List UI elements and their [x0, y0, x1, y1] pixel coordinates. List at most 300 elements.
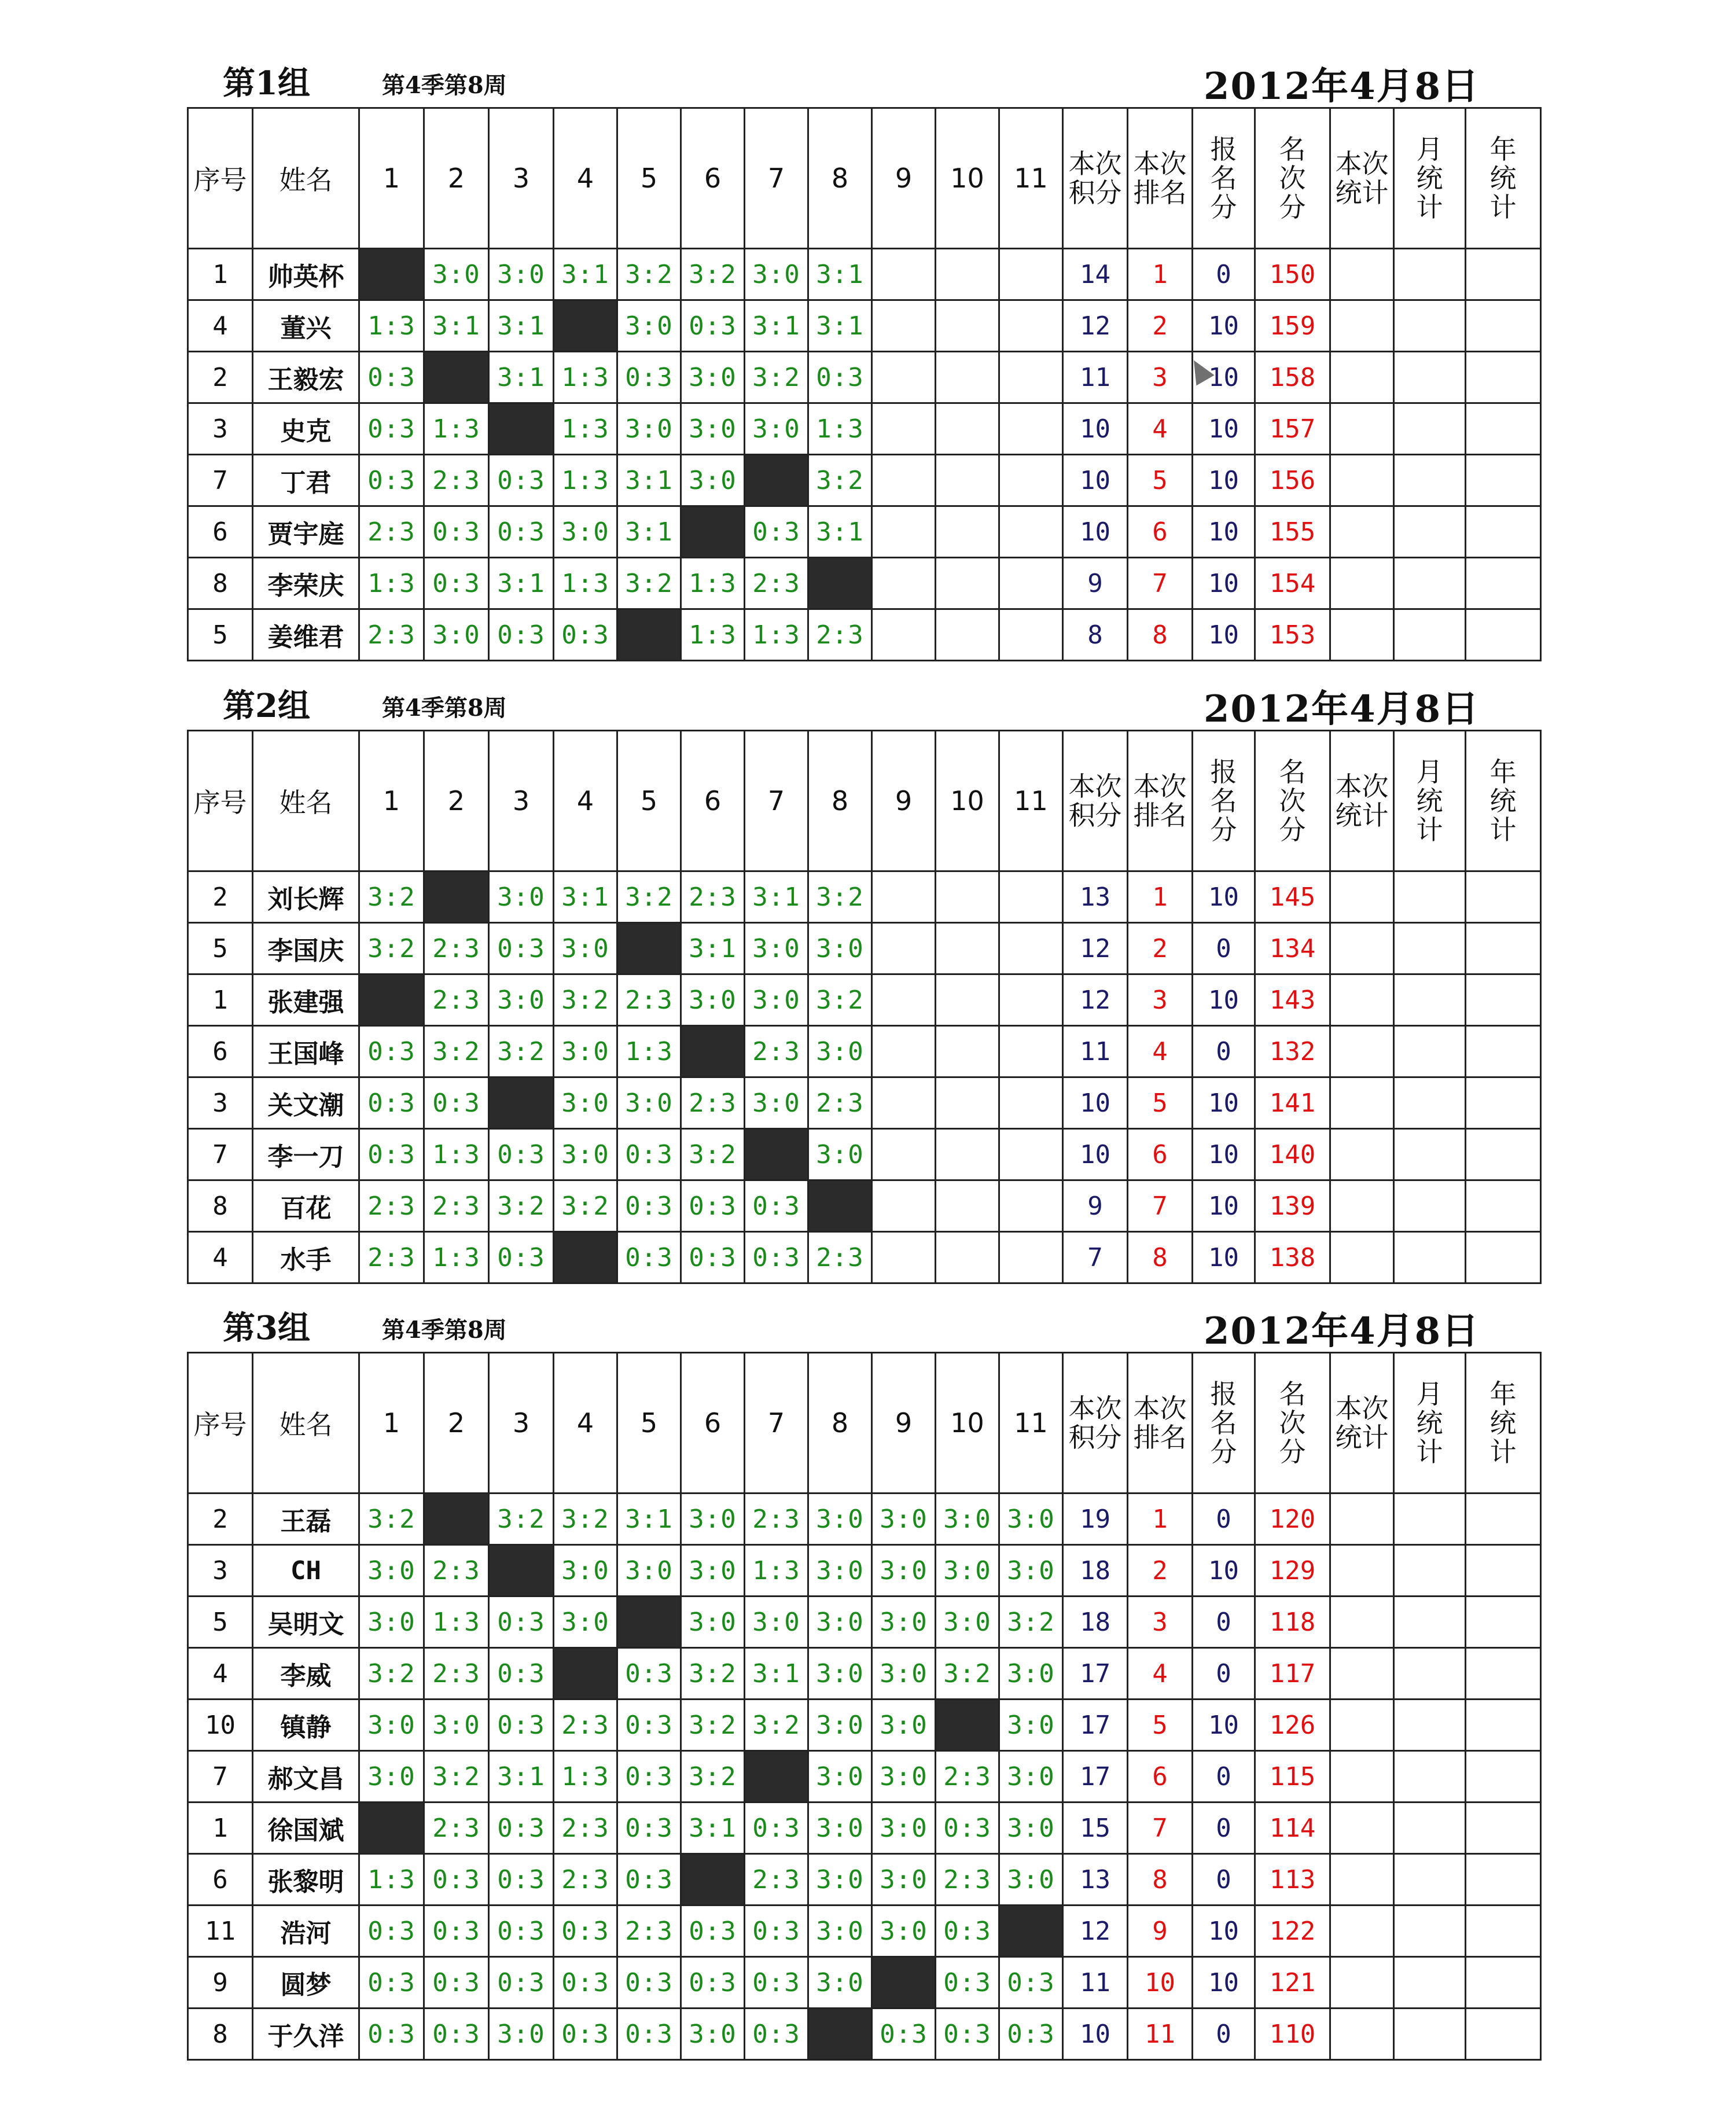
self-match-cell [808, 558, 872, 609]
this-stat-header-line: 统计 [1335, 800, 1389, 831]
rank-cell: 1 [1128, 1494, 1193, 1545]
reg-score-cell: 10 [1193, 1077, 1255, 1129]
result-cell: 3:0 [808, 1648, 872, 1700]
self-match-cell [554, 1232, 617, 1283]
year-stat-cell [1466, 1906, 1541, 1957]
self-match-cell [808, 1180, 872, 1232]
month-stat-cell [1394, 1129, 1466, 1180]
result-cell: 0:3 [359, 403, 424, 455]
this-stat-cell [1330, 1648, 1394, 1700]
name-header: 姓名 [253, 1353, 359, 1494]
table-row [188, 1180, 1541, 1232]
reg-score-cell: 10 [1193, 609, 1255, 661]
result-cell: 0:3 [617, 1129, 681, 1180]
group-title: 第3组 [223, 1309, 310, 1347]
place-score-cell: 110 [1255, 2009, 1330, 2060]
year-stat-cell [1466, 1854, 1541, 1906]
player-name: 王磊 [253, 1494, 359, 1545]
result-cell: 3:0 [489, 871, 554, 923]
month-stat-header [1394, 731, 1466, 871]
result-cell [999, 1026, 1063, 1077]
self-match-cell [489, 1545, 554, 1597]
seq-cell: 5 [188, 1597, 253, 1648]
result-cell: 3:0 [936, 1494, 999, 1545]
result-cell: 3:2 [999, 1597, 1063, 1648]
rank-header [1128, 731, 1193, 871]
table-row [188, 1648, 1541, 1700]
result-cell [999, 871, 1063, 923]
opponent-header: 3 [489, 731, 554, 871]
result-cell: 2:3 [936, 1854, 999, 1906]
year-stat-header-line: 计 [1489, 814, 1517, 845]
this-stat-header-line: 统计 [1335, 177, 1389, 208]
points-cell: 17 [1063, 1751, 1128, 1803]
result-cell: 3:0 [617, 403, 681, 455]
result-cell: 3:2 [745, 352, 808, 403]
result-cell: 2:3 [617, 1906, 681, 1957]
this-stat-header [1330, 108, 1394, 249]
month-stat-cell [1394, 1700, 1466, 1751]
reg-score-cell: 10 [1193, 1232, 1255, 1283]
reg-score-cell: 0 [1193, 249, 1255, 300]
result-cell [999, 249, 1063, 300]
opponent-header: 1 [359, 1353, 424, 1494]
opponent-header: 5 [617, 1353, 681, 1494]
result-cell: 0:3 [489, 923, 554, 974]
result-cell [999, 300, 1063, 352]
table-row [188, 1545, 1541, 1597]
reg-score-cell: 10 [1193, 506, 1255, 558]
this-stat-cell [1330, 2009, 1394, 2060]
result-cell: 3:0 [489, 249, 554, 300]
place-header-line: 分 [1279, 192, 1306, 223]
self-match-cell [424, 352, 489, 403]
result-cell: 3:0 [745, 1077, 808, 1129]
result-cell [936, 249, 999, 300]
result-cell: 3:1 [489, 352, 554, 403]
self-match-cell [489, 403, 554, 455]
table-row [188, 1700, 1541, 1751]
result-cell: 0:3 [808, 352, 872, 403]
result-cell: 3:0 [936, 1597, 999, 1648]
month-stat-cell [1394, 1648, 1466, 1700]
reg-header-line: 分 [1210, 1436, 1237, 1467]
table-row [188, 558, 1541, 609]
place-header-line: 分 [1279, 1436, 1306, 1467]
rank-cell: 8 [1128, 1232, 1193, 1283]
rank-cell: 2 [1128, 923, 1193, 974]
result-cell: 2:3 [424, 1648, 489, 1700]
points-cell: 15 [1063, 1803, 1128, 1854]
name-header: 姓名 [253, 108, 359, 249]
rank-cell: 3 [1128, 1597, 1193, 1648]
table-row [188, 352, 1541, 403]
result-cell: 3:2 [489, 1494, 554, 1545]
reg-score-cell: 0 [1193, 2009, 1255, 2060]
month-stat-cell [1394, 1751, 1466, 1803]
this-stat-cell [1330, 455, 1394, 506]
seq-cell: 3 [188, 1077, 253, 1129]
points-cell: 10 [1063, 1129, 1128, 1180]
self-match-cell [554, 300, 617, 352]
result-cell: 0:3 [489, 1957, 554, 2009]
player-name: 董兴 [253, 300, 359, 352]
points-cell: 17 [1063, 1700, 1128, 1751]
result-cell: 3:0 [681, 352, 745, 403]
reg-score-cell: 10 [1193, 558, 1255, 609]
result-cell: 0:3 [617, 352, 681, 403]
result-cell: 3:0 [872, 1803, 936, 1854]
reg-score-cell: 10 [1193, 1700, 1255, 1751]
seq-cell: 2 [188, 871, 253, 923]
place-score-cell: 132 [1255, 1026, 1330, 1077]
rank-cell: 7 [1128, 1180, 1193, 1232]
opponent-header: 6 [681, 108, 745, 249]
points-cell: 9 [1063, 558, 1128, 609]
opponent-header: 9 [872, 1353, 936, 1494]
player-name: 李荣庆 [253, 558, 359, 609]
result-cell: 0:3 [489, 1854, 554, 1906]
reg-header-line: 报 [1210, 756, 1237, 788]
rank-cell: 5 [1128, 1077, 1193, 1129]
points-header [1063, 108, 1128, 249]
result-cell: 3:2 [359, 1648, 424, 1700]
result-cell: 1:3 [424, 403, 489, 455]
result-cell: 0:3 [617, 1180, 681, 1232]
self-match-cell [745, 1129, 808, 1180]
result-cell [936, 923, 999, 974]
year-stat-header-line: 计 [1489, 1436, 1517, 1467]
result-cell: 2:3 [359, 609, 424, 661]
year-stat-cell [1466, 1180, 1541, 1232]
result-cell: 1:3 [745, 1545, 808, 1597]
month-stat-header [1394, 1353, 1466, 1494]
result-cell: 0:3 [617, 1232, 681, 1283]
result-cell: 1:3 [359, 558, 424, 609]
month-stat-cell [1394, 2009, 1466, 2060]
place-score-cell: 156 [1255, 455, 1330, 506]
month-stat-header-line: 计 [1416, 192, 1443, 223]
player-name: 李国庆 [253, 923, 359, 974]
table-row [188, 1494, 1541, 1545]
points-cell: 19 [1063, 1494, 1128, 1545]
result-cell: 1:3 [554, 1751, 617, 1803]
year-stat-cell [1466, 923, 1541, 974]
result-cell: 3:2 [808, 974, 872, 1026]
seq-header: 序号 [188, 1353, 253, 1494]
self-match-cell [808, 2009, 872, 2060]
opponent-header: 11 [999, 1353, 1063, 1494]
rank-cell: 1 [1128, 871, 1193, 923]
opponent-header: 8 [808, 731, 872, 871]
month-stat-cell [1394, 923, 1466, 974]
rank-header-line: 排名 [1133, 800, 1187, 831]
result-cell: 0:3 [617, 1803, 681, 1854]
year-stat-header-line: 年 [1489, 756, 1517, 788]
self-match-cell [617, 923, 681, 974]
year-stat-cell [1466, 609, 1541, 661]
opponent-header: 2 [424, 731, 489, 871]
result-cell [999, 403, 1063, 455]
self-match-cell [745, 1751, 808, 1803]
month-stat-cell [1394, 1180, 1466, 1232]
result-cell [872, 1077, 936, 1129]
this-stat-cell [1330, 974, 1394, 1026]
reg-header-line: 分 [1210, 192, 1237, 223]
month-stat-cell [1394, 974, 1466, 1026]
reg-score-cell: 10 [1193, 871, 1255, 923]
seq-cell: 5 [188, 609, 253, 661]
seq-cell: 1 [188, 974, 253, 1026]
place-score-cell: 139 [1255, 1180, 1330, 1232]
year-stat-cell [1466, 300, 1541, 352]
table-row [188, 609, 1541, 661]
reg-header-line: 报 [1210, 134, 1237, 165]
result-cell [872, 923, 936, 974]
points-cell: 12 [1063, 923, 1128, 974]
result-cell: 1:3 [617, 1026, 681, 1077]
reg-score-cell: 10 [1193, 352, 1255, 403]
opponent-header: 9 [872, 731, 936, 871]
result-cell: 0:3 [424, 2009, 489, 2060]
opponent-header: 10 [936, 731, 999, 871]
place-header-line: 次 [1279, 785, 1306, 816]
player-name: 刘长辉 [253, 871, 359, 923]
points-cell: 10 [1063, 2009, 1128, 2060]
place-score-cell: 145 [1255, 871, 1330, 923]
seq-cell: 1 [188, 1803, 253, 1854]
result-cell [936, 974, 999, 1026]
this-stat-cell [1330, 1957, 1394, 2009]
result-cell: 3:0 [424, 609, 489, 661]
result-cell: 3:0 [554, 1129, 617, 1180]
place-score-cell: 153 [1255, 609, 1330, 661]
reg-score-cell: 10 [1193, 1545, 1255, 1597]
result-cell: 2:3 [424, 1180, 489, 1232]
result-cell: 3:0 [617, 1077, 681, 1129]
result-cell: 2:3 [808, 1077, 872, 1129]
result-cell: 2:3 [359, 1232, 424, 1283]
result-cell: 3:1 [808, 249, 872, 300]
result-cell: 2:3 [808, 609, 872, 661]
result-cell: 3:0 [999, 1854, 1063, 1906]
result-cell: 3:0 [872, 1700, 936, 1751]
result-cell: 0:3 [617, 1854, 681, 1906]
result-cell: 3:2 [359, 1494, 424, 1545]
result-cell: 3:2 [808, 455, 872, 506]
place-score-cell: 134 [1255, 923, 1330, 974]
opponent-header: 5 [617, 731, 681, 871]
rank-cell: 7 [1128, 558, 1193, 609]
result-cell: 3:0 [745, 923, 808, 974]
result-cell: 0:3 [999, 1957, 1063, 2009]
result-cell: 3:0 [617, 300, 681, 352]
points-cell: 17 [1063, 1648, 1128, 1700]
seq-cell: 6 [188, 1026, 253, 1077]
year-stat-cell [1466, 974, 1541, 1026]
result-cell [936, 609, 999, 661]
player-name: 丁君 [253, 455, 359, 506]
group-date: 2012年4月8日 [1204, 687, 1480, 731]
result-cell: 3:0 [808, 1597, 872, 1648]
month-stat-cell [1394, 455, 1466, 506]
result-cell: 0:3 [617, 1700, 681, 1751]
points-header-line: 积分 [1068, 800, 1122, 831]
points-header-line: 积分 [1068, 1422, 1122, 1453]
reg-score-cell: 10 [1193, 455, 1255, 506]
result-cell: 0:3 [617, 1751, 681, 1803]
reg-score-cell: 0 [1193, 1803, 1255, 1854]
table-row [188, 1803, 1541, 1854]
result-cell: 2:3 [554, 1854, 617, 1906]
points-cell: 11 [1063, 352, 1128, 403]
rank-header-line: 本次 [1133, 148, 1187, 179]
table-row [188, 923, 1541, 974]
points-cell: 12 [1063, 300, 1128, 352]
result-cell: 3:1 [617, 1494, 681, 1545]
result-cell: 3:0 [617, 1545, 681, 1597]
result-cell: 2:3 [745, 1854, 808, 1906]
result-cell: 0:3 [554, 1906, 617, 1957]
result-cell: 3:1 [489, 558, 554, 609]
points-cell: 7 [1063, 1232, 1128, 1283]
result-cell: 3:0 [872, 1597, 936, 1648]
result-cell: 0:3 [617, 1957, 681, 2009]
player-name: 圆梦 [253, 1957, 359, 2009]
result-cell: 3:1 [745, 1648, 808, 1700]
result-cell: 3:2 [681, 249, 745, 300]
result-cell: 3:2 [808, 871, 872, 923]
opponent-header: 10 [936, 1353, 999, 1494]
month-stat-cell [1394, 1545, 1466, 1597]
result-cell: 0:3 [489, 1803, 554, 1854]
table-row [188, 1751, 1541, 1803]
this-stat-cell [1330, 1597, 1394, 1648]
result-cell [999, 352, 1063, 403]
result-cell: 0:3 [936, 1803, 999, 1854]
result-cell: 3:2 [554, 1494, 617, 1545]
result-cell: 3:1 [554, 871, 617, 923]
result-cell: 0:3 [489, 1648, 554, 1700]
seq-cell: 7 [188, 1129, 253, 1180]
result-cell: 0:3 [359, 1129, 424, 1180]
place-header-line: 分 [1279, 814, 1306, 845]
result-cell [999, 1232, 1063, 1283]
reg-score-cell: 10 [1193, 1180, 1255, 1232]
group-week: 第4季第8周 [382, 694, 507, 722]
this-stat-cell [1330, 1494, 1394, 1545]
result-cell: 2:3 [359, 506, 424, 558]
group-header [0, 675, 1736, 738]
seq-cell: 1 [188, 249, 253, 300]
result-cell: 0:3 [424, 558, 489, 609]
player-name: 史克 [253, 403, 359, 455]
result-cell: 3:1 [745, 300, 808, 352]
year-stat-cell [1466, 558, 1541, 609]
self-match-cell [681, 1026, 745, 1077]
self-match-cell [424, 1494, 489, 1545]
month-stat-header-line: 计 [1416, 1436, 1443, 1467]
rank-header-line: 本次 [1133, 1393, 1187, 1424]
table-row [188, 871, 1541, 923]
opponent-header: 11 [999, 731, 1063, 871]
reg-score-cell: 10 [1193, 1957, 1255, 2009]
self-match-cell [681, 1854, 745, 1906]
result-cell: 3:1 [554, 249, 617, 300]
this-stat-cell [1330, 1700, 1394, 1751]
place-score-cell: 157 [1255, 403, 1330, 455]
place-score-cell: 120 [1255, 1494, 1330, 1545]
self-match-cell [489, 1077, 554, 1129]
result-cell [936, 403, 999, 455]
result-cell: 3:1 [617, 506, 681, 558]
rank-cell: 2 [1128, 1545, 1193, 1597]
result-cell [872, 249, 936, 300]
place-score-cell: 129 [1255, 1545, 1330, 1597]
reg-score-cell: 0 [1193, 1597, 1255, 1648]
this-stat-cell [1330, 1751, 1394, 1803]
year-stat-header-line: 计 [1489, 192, 1517, 223]
result-cell: 0:3 [359, 1957, 424, 2009]
result-cell: 0:3 [424, 506, 489, 558]
result-cell: 2:3 [681, 1077, 745, 1129]
month-stat-header-line: 统 [1416, 785, 1443, 816]
player-name: 关文潮 [253, 1077, 359, 1129]
table-row [188, 455, 1541, 506]
result-cell: 0:3 [489, 1129, 554, 1180]
place-score-cell: 158 [1255, 352, 1330, 403]
result-cell: 3:2 [617, 871, 681, 923]
result-cell: 3:0 [808, 1803, 872, 1854]
score-table [187, 730, 1542, 1284]
result-cell [872, 455, 936, 506]
self-match-cell [999, 1906, 1063, 1957]
opponent-header: 7 [745, 1353, 808, 1494]
result-cell: 0:3 [745, 1803, 808, 1854]
points-cell: 9 [1063, 1180, 1128, 1232]
player-name: 吴明文 [253, 1597, 359, 1648]
result-cell [999, 923, 1063, 974]
rank-cell: 8 [1128, 1854, 1193, 1906]
rank-cell: 2 [1128, 300, 1193, 352]
result-cell: 3:0 [681, 2009, 745, 2060]
seq-cell: 6 [188, 1854, 253, 1906]
result-cell: 3:1 [489, 300, 554, 352]
this-stat-cell [1330, 1854, 1394, 1906]
result-cell: 3:0 [359, 1700, 424, 1751]
group-header [0, 1297, 1736, 1360]
result-cell: 2:3 [745, 558, 808, 609]
player-name: 百花 [253, 1180, 359, 1232]
result-cell: 3:0 [999, 1751, 1063, 1803]
player-name: 镇静 [253, 1700, 359, 1751]
reg-score-cell: 0 [1193, 1751, 1255, 1803]
this-stat-cell [1330, 1906, 1394, 1957]
result-cell: 0:3 [424, 1854, 489, 1906]
seq-cell: 6 [188, 506, 253, 558]
table-row [188, 403, 1541, 455]
result-cell: 3:2 [617, 249, 681, 300]
result-cell: 2:3 [745, 1026, 808, 1077]
year-stat-cell [1466, 1700, 1541, 1751]
player-name: 于久洋 [253, 2009, 359, 2060]
reg-header [1193, 108, 1255, 249]
self-match-cell [554, 1648, 617, 1700]
points-cell: 11 [1063, 1026, 1128, 1077]
result-cell: 3:2 [936, 1648, 999, 1700]
rank-cell: 10 [1128, 1957, 1193, 2009]
opponent-header: 4 [554, 731, 617, 871]
